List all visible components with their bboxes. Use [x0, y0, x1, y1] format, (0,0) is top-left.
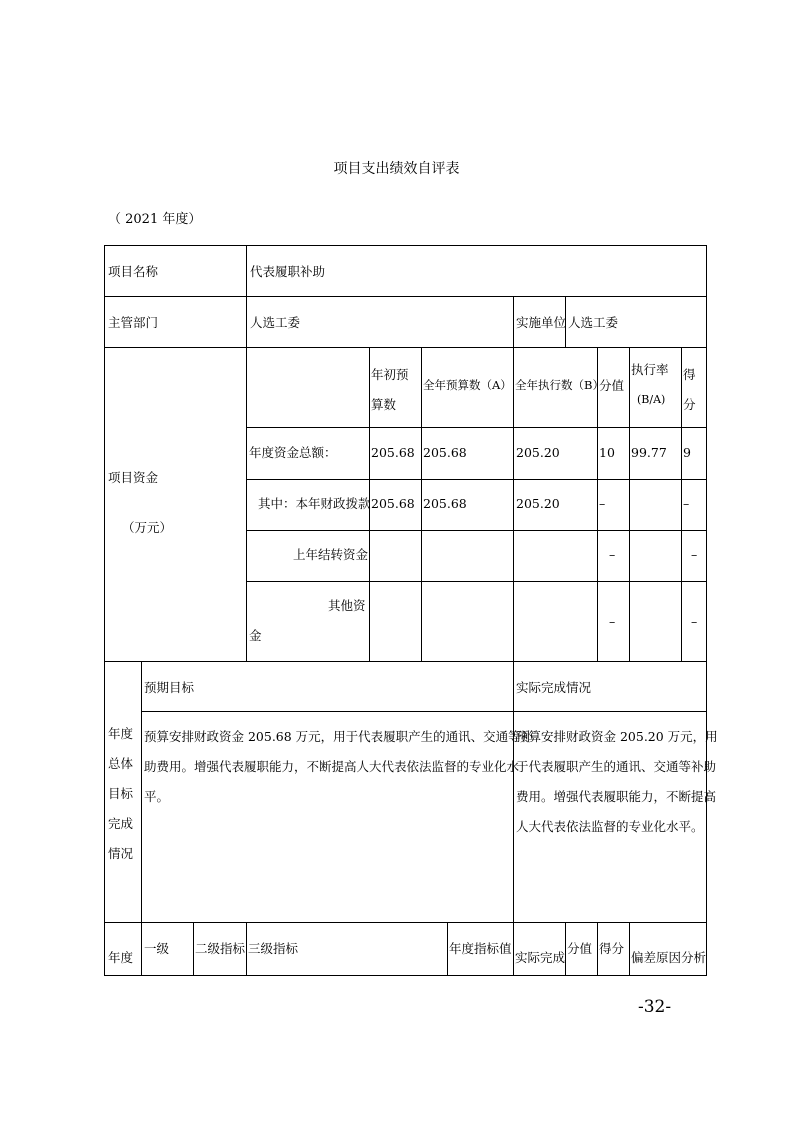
- funds-unit: （万元）: [122, 520, 173, 535]
- indicator-score-header: 得分: [599, 941, 625, 956]
- row-fiscal-exec: 205.20: [516, 496, 560, 511]
- row-total-label: 年度资金总额：: [249, 445, 337, 460]
- row-fiscal-score-value: –: [599, 496, 606, 511]
- header-exec-rate-formula: (B/A): [637, 393, 666, 406]
- row-fiscal-initial: 205.68: [371, 496, 415, 511]
- indicator-year-label: 年度: [108, 950, 134, 965]
- expected-goal-line: 助费用。增强代表履职能力，不断提高人大代表依法监督的专业化水: [144, 759, 520, 774]
- goals-side-label-line: 总体: [108, 756, 134, 771]
- header-initial-budget: 年初预算数: [371, 367, 409, 412]
- header-exec-rate: 执行率: [631, 362, 669, 377]
- impl-unit-value: 人选工委: [568, 315, 619, 330]
- row-total-score-value: 10: [599, 445, 615, 460]
- row-fiscal-score: –: [683, 496, 690, 511]
- goals-side-label-line: 目标: [108, 786, 134, 801]
- dept-value: 人选工委: [250, 315, 301, 330]
- page-title: 项目支出绩效自评表: [333, 161, 460, 177]
- page-number: -32-: [638, 997, 672, 1017]
- row-other-score-value: –: [609, 614, 616, 629]
- project-name-value: 代表履职补助: [250, 264, 326, 279]
- row-carryover-score: –: [691, 547, 698, 562]
- actual-completion-line: 费用。增强代表履职能力，不断提高: [516, 789, 717, 804]
- indicator-level1-header: 一级: [144, 941, 170, 956]
- impl-unit-label: 实施单位: [516, 315, 567, 330]
- row-other-label-cont: 金: [249, 628, 262, 643]
- report-year: （ 2021 年度）: [108, 212, 202, 227]
- header-annual-budget: 全年预算数（A）: [423, 378, 512, 392]
- expected-goal-line: 预算安排财政资金 205.68 万元，用于代表履职产生的通讯、交通等补: [144, 729, 534, 744]
- project-name-label: 项目名称: [108, 264, 159, 279]
- goals-side-label-line: 完成: [108, 816, 134, 831]
- row-carryover-score-value: –: [609, 547, 616, 562]
- row-other-label: 其他资: [328, 598, 366, 613]
- row-total-rate: 99.77: [631, 445, 667, 460]
- header-score: 得分: [683, 367, 696, 412]
- funds-label: 项目资金: [108, 470, 159, 485]
- indicator-target-header: 年度指标值: [449, 941, 512, 956]
- row-total-initial: 205.68: [371, 445, 415, 460]
- indicator-level2-header: 二级指标: [195, 941, 246, 956]
- goals-side-label-line: 情况: [108, 846, 134, 861]
- row-fiscal-label: 其中：本年财政拨款: [258, 496, 371, 511]
- goals-side-label-line: 年度: [108, 726, 134, 741]
- row-other-score: –: [691, 614, 698, 629]
- actual-completion-line: 人大代表依法监督的专业化水平。: [516, 819, 704, 834]
- row-total-score: 9: [683, 445, 691, 460]
- row-total-budget: 205.68: [423, 445, 467, 460]
- indicator-deviation-header: 偏差原因分析: [631, 950, 707, 965]
- expected-goal-header: 预期目标: [144, 680, 195, 695]
- header-score-value: 分值: [599, 378, 625, 393]
- actual-completion-header: 实际完成情况: [516, 680, 592, 695]
- actual-completion-line: 预算安排财政资金 205.20 万元，用: [516, 729, 718, 744]
- indicator-level3-header: 三级指标: [248, 941, 299, 956]
- row-carryover-label: 上年结转资金: [293, 547, 369, 562]
- indicator-score-value-header: 分值: [567, 941, 593, 956]
- header-annual-exec: 全年执行数（B）: [515, 378, 604, 392]
- dept-label: 主管部门: [108, 315, 159, 330]
- row-fiscal-budget: 205.68: [423, 496, 467, 511]
- actual-completion-line: 于代表履职产生的通讯、交通等补助: [516, 759, 717, 774]
- indicator-actual-header: 实际完成: [515, 950, 566, 965]
- expected-goal-line: 平。: [144, 789, 170, 804]
- row-total-exec: 205.20: [516, 445, 560, 460]
